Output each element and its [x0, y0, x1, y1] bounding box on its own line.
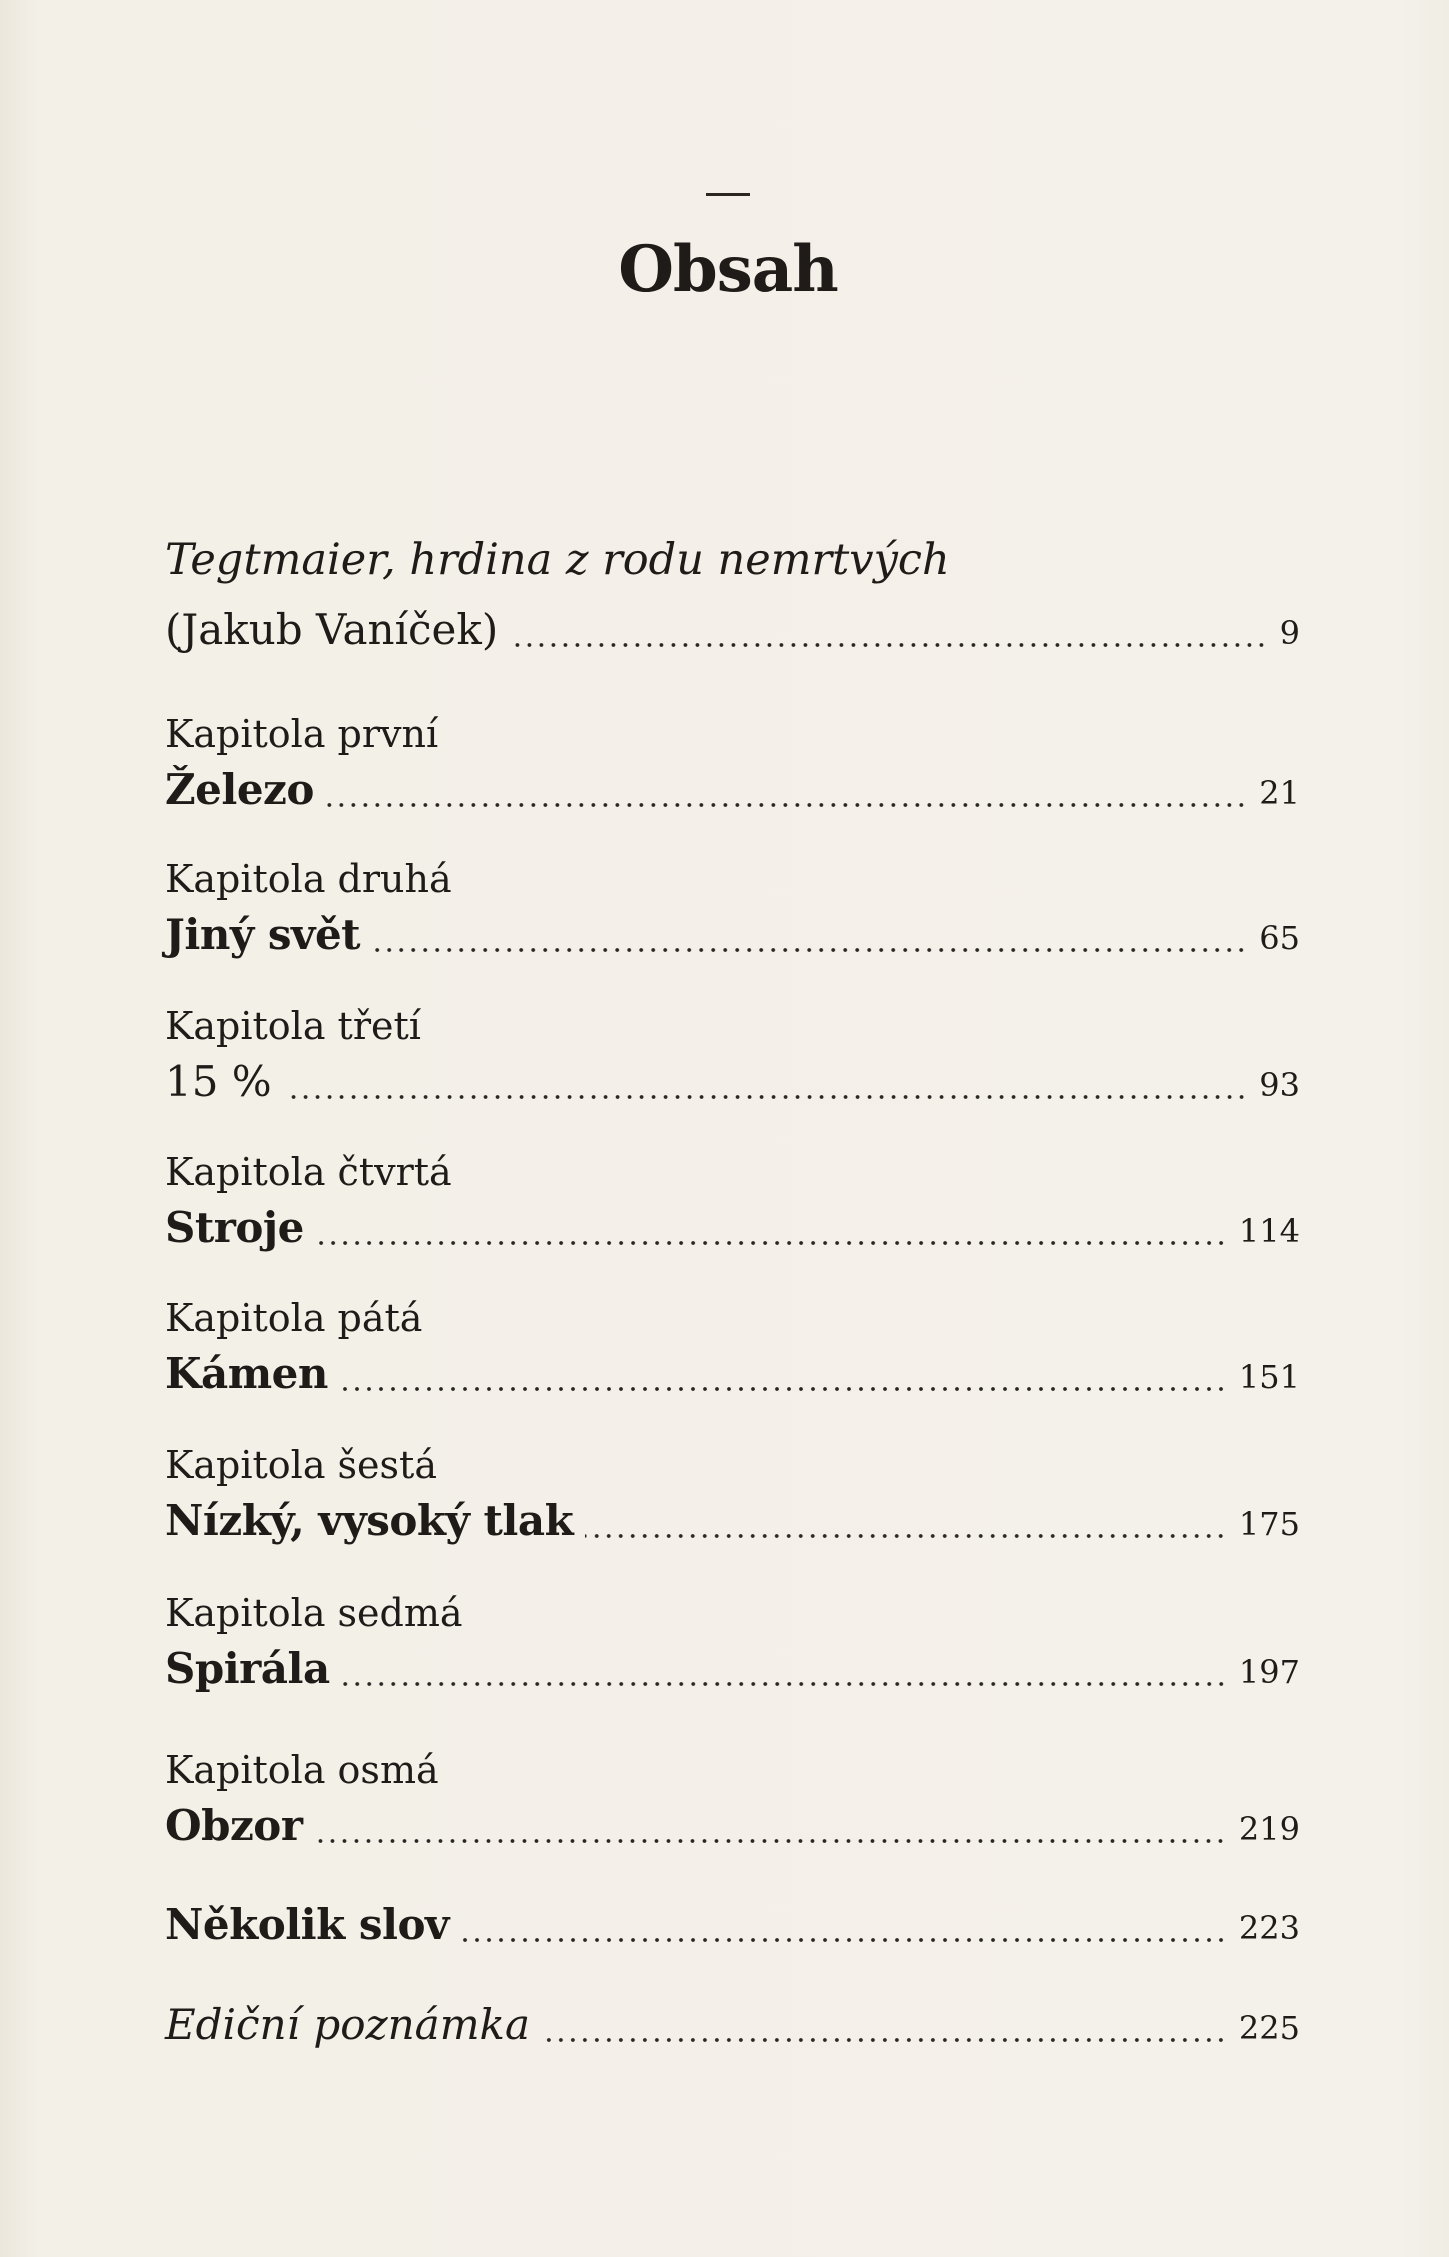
toc-entry-chapter[interactable]: [165, 1801, 1300, 1857]
chapter-kicker: Kapitola šestá: [165, 1443, 437, 1487]
dot-leader: [372, 946, 1247, 954]
chapter-kicker: Kapitola sedmá: [165, 1591, 463, 1635]
chapter-title: Spirála: [165, 1644, 330, 1693]
page-number: 21: [1259, 774, 1300, 812]
toc-entry-chapter[interactable]: [165, 1496, 1300, 1552]
toc-entry-intro[interactable]: [165, 605, 1300, 661]
chapter-title: Jiný svět: [165, 910, 361, 959]
chapter-kicker: Kapitola čtvrtá: [165, 1150, 452, 1194]
chapter-kicker: Kapitola druhá: [165, 857, 452, 901]
chapter-kicker: Kapitola třetí: [165, 1004, 421, 1048]
page-number: 223: [1238, 1909, 1300, 1947]
page-number: 175: [1238, 1505, 1300, 1543]
chapter-kicker: Kapitola první: [165, 712, 439, 756]
page-title: Obsah: [618, 232, 838, 307]
page-number: 197: [1238, 1653, 1300, 1691]
dot-leader: [316, 1239, 1227, 1247]
toc-entry-chapter[interactable]: [165, 1057, 1300, 1113]
dot-leader: [326, 801, 1247, 809]
chapter-title: 15 %: [165, 1057, 272, 1106]
dot-leader: [340, 1385, 1227, 1393]
page-number: 65: [1259, 919, 1300, 957]
page-number: 9: [1279, 614, 1300, 652]
title-dash: [706, 193, 750, 196]
toc-entry-chapter[interactable]: [165, 765, 1300, 821]
chapter-title: Kámen: [165, 1349, 328, 1398]
intro-title: Tegtmaier, hrdina z rodu nemrtvých: [165, 535, 950, 585]
dot-leader: [542, 2036, 1227, 2044]
afterword-title: Několik slov: [165, 1900, 449, 1949]
intro-author: (Jakub Vaníček): [165, 605, 499, 654]
dot-leader: [314, 1837, 1226, 1845]
page-number: 219: [1238, 1810, 1300, 1848]
toc-entry-chapter[interactable]: [165, 1203, 1300, 1259]
page-number: 114: [1238, 1212, 1300, 1250]
toc-entry-chapter[interactable]: [165, 1349, 1300, 1405]
editorial-title: Ediční poznámka: [165, 2000, 531, 2049]
chapter-title: Nízký, vysoký tlak: [165, 1496, 574, 1545]
chapter-title: Železo: [165, 765, 314, 814]
dot-leader: [510, 641, 1267, 649]
toc-entry-chapter[interactable]: [165, 1644, 1300, 1700]
page-number: 93: [1259, 1066, 1300, 1104]
toc-entry-chapter[interactable]: [165, 910, 1300, 966]
chapter-title: Obzor: [165, 1801, 303, 1850]
chapter-kicker: Kapitola osmá: [165, 1748, 439, 1792]
toc-entry-editorial[interactable]: [165, 2000, 1300, 2056]
dot-leader: [461, 1936, 1227, 1944]
dot-leader: [342, 1680, 1227, 1688]
dot-leader: [284, 1093, 1248, 1101]
page-number: 225: [1238, 2009, 1300, 2047]
chapter-title: Stroje: [165, 1203, 304, 1252]
dot-leader: [585, 1532, 1227, 1540]
page-number: 151: [1238, 1358, 1300, 1396]
chapter-kicker: Kapitola pátá: [165, 1296, 423, 1340]
toc-entry-afterword[interactable]: [165, 1900, 1300, 1956]
